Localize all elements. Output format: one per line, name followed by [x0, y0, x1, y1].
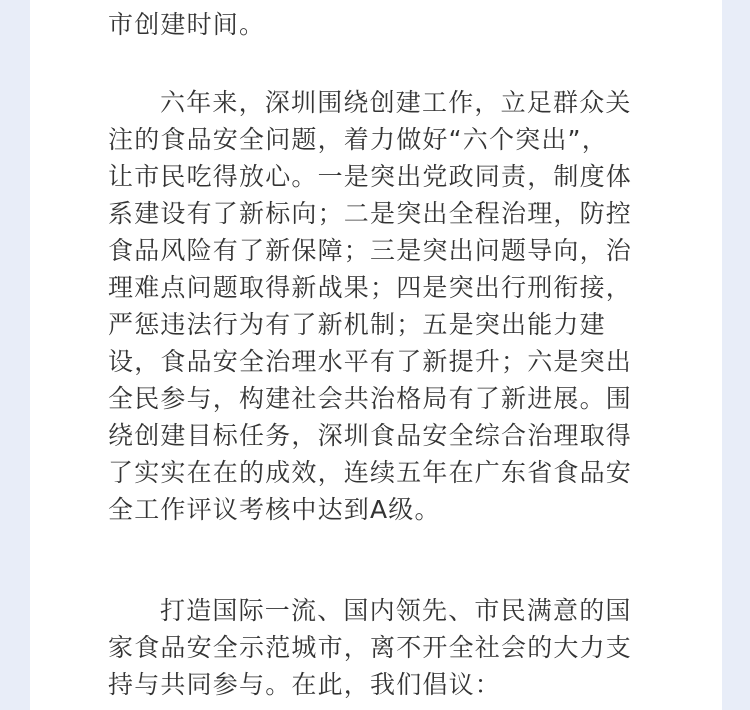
text-line: 严惩违法行为有了新机制；五是突出能力建: [108, 310, 606, 339]
text-line: 了实实在在的成效，连续五年在广东省食品安: [108, 458, 633, 487]
text-line: 市创建时间。: [108, 10, 266, 39]
text-line: 食品风险有了新保障；三是突出问题导向，治: [108, 236, 633, 265]
text-line: 六年来，深圳围绕创建工作，立足群众关: [160, 88, 632, 117]
paragraph-2: [108, 84, 632, 528]
text-line: 持与共同参与。在此，我们倡议：: [108, 670, 502, 699]
paragraph-3: [108, 592, 632, 703]
text-line: 家食品安全示范城市，离不开全社会的大力支: [108, 633, 633, 662]
text-line: 系建设有了新标向；二是突出全程治理，防控: [108, 199, 633, 228]
text-line: 理难点问题取得新战果；四是突出行刑衔接，: [108, 273, 633, 302]
paragraph-1: [108, 6, 265, 43]
text-line: 全工作评议考核中达到A级。: [108, 495, 441, 524]
text-line: 注的食品安全问题，着力做好“六个突出”，: [108, 125, 608, 154]
text-line: 绕创建目标任务，深圳食品安全综合治理取得: [108, 421, 633, 450]
article-card: [30, 0, 722, 710]
text-line: 全民参与，构建社会共治格局有了新进展。围: [108, 384, 633, 413]
text-line: 设，食品安全治理水平有了新提升；六是突出: [108, 347, 633, 376]
text-line: 让市民吃得放心。一是突出党政同责，制度体: [108, 162, 633, 191]
text-line: 打造国际一流、国内领先、市民满意的国: [160, 596, 632, 625]
